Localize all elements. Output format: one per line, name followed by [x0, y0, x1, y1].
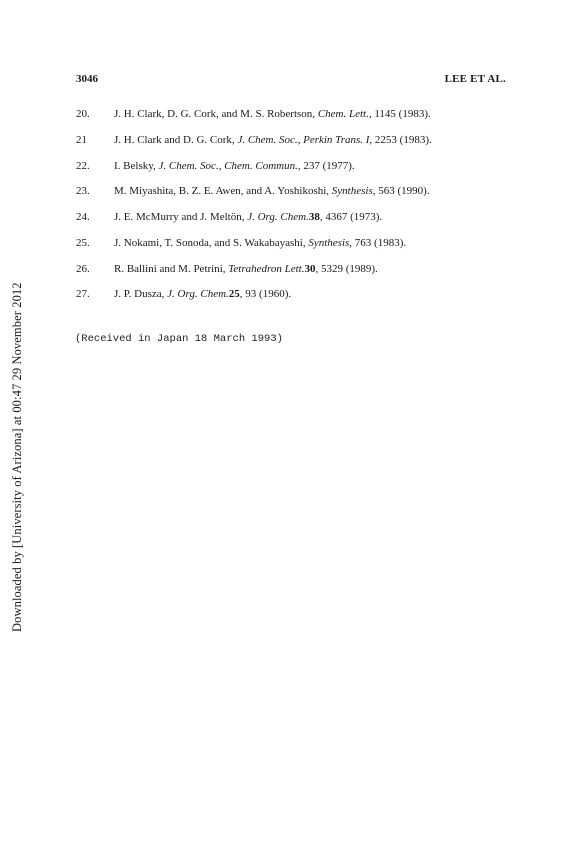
- reference-authors: M. Miyashita, B. Z. E. Awen, and A. Yoshikoshi,: [114, 185, 332, 198]
- reference-journal: Chem. Lett.: [317, 108, 369, 120]
- reference-journal: J. Chem. Soc., Chem. Commun.: [158, 159, 298, 172]
- reference-text: [114, 237, 406, 250]
- reference-journal: J. Chem. Soc., Perkin Trans. I: [237, 133, 370, 146]
- reference-text: [114, 108, 431, 121]
- reference-text: [114, 288, 291, 301]
- reference-item: [76, 185, 516, 211]
- reference-item: [76, 263, 516, 289]
- reference-item: [76, 108, 516, 134]
- reference-journal: Tetrahedron Lett.: [228, 262, 305, 275]
- reference-number: 23.: [76, 185, 90, 198]
- running-head: LEE ET AL.: [444, 73, 506, 85]
- reference-text: [114, 185, 430, 198]
- reference-text: [114, 134, 432, 147]
- reference-pages-year: , 5329 (1989).: [315, 262, 378, 275]
- reference-pages-year: , 2253 (1983).: [369, 133, 432, 146]
- reference-pages-year: , 237 (1977).: [297, 159, 355, 172]
- reference-text: [114, 211, 382, 224]
- reference-journal: Synthesis: [308, 236, 350, 249]
- reference-authors: J. E. McMurry and J. Meltön,: [114, 211, 248, 223]
- reference-number: 24.: [76, 211, 90, 223]
- reference-number: 25.: [76, 236, 90, 249]
- reference-journal: J. Org. Chem.: [247, 211, 309, 223]
- reference-item: [76, 211, 516, 237]
- reference-authors: J. H. Clark, D. G. Cork, and M. S. Robertson,: [114, 108, 318, 120]
- reference-authors: J. Nokami, T. Sonoda, and S. Wakabayashi,: [114, 236, 309, 249]
- reference-number: 22.: [76, 159, 90, 172]
- reference-pages-year: , 1145 (1983).: [368, 108, 431, 120]
- reference-text: [114, 160, 355, 173]
- reference-number: 21: [76, 133, 87, 146]
- reference-journal: Synthesis: [331, 185, 373, 198]
- reference-number: 27.: [76, 288, 90, 301]
- reference-authors: J. P. Dusza,: [114, 288, 168, 301]
- received-date-note: (Received in Japan 18 March 1993): [75, 333, 283, 345]
- reference-volume: 38: [308, 211, 320, 223]
- reference-item: [76, 288, 516, 314]
- page-number: 3046: [76, 73, 98, 85]
- reference-volume: 30: [304, 262, 316, 275]
- reference-authors: I. Belsky,: [114, 159, 159, 172]
- reference-volume: 25: [228, 288, 240, 301]
- reference-authors: R. Ballini and M. Petrini,: [114, 262, 229, 275]
- reference-pages-year: , 93 (1960).: [239, 288, 292, 301]
- reference-authors: J. H. Clark and D. G. Cork,: [114, 133, 238, 146]
- reference-item: [76, 237, 516, 263]
- reference-text: [114, 263, 378, 276]
- reference-journal: J. Org. Chem.: [167, 288, 229, 301]
- reference-pages-year: , 763 (1983).: [349, 236, 407, 249]
- reference-pages-year: , 563 (1990).: [372, 185, 430, 198]
- download-watermark: Downloaded by [University of Arizona] at 00:47 29 November 2012: [10, 282, 24, 632]
- reference-item: [76, 160, 516, 186]
- reference-list: [76, 108, 516, 314]
- reference-number: 20.: [76, 108, 90, 120]
- reference-number: 26.: [76, 262, 90, 275]
- reference-item: [76, 134, 516, 160]
- reference-pages-year: , 4367 (1973).: [319, 211, 383, 223]
